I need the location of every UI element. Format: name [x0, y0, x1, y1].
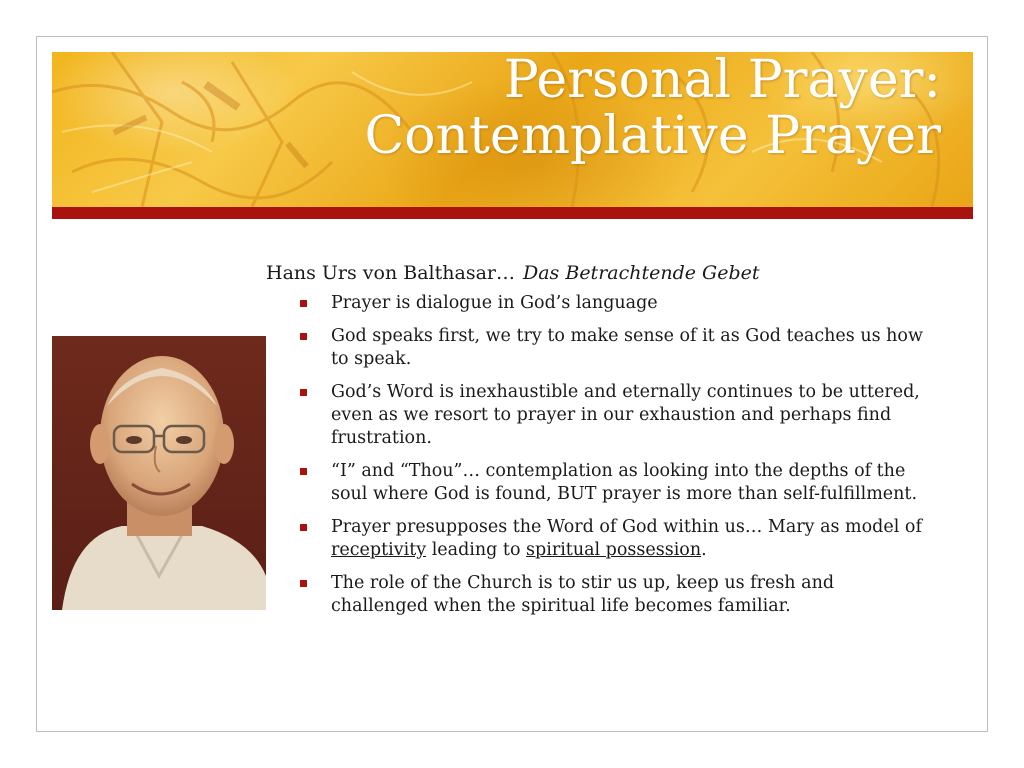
bullet-text-part: Prayer presupposes the Word of God within us… Mary as model of [331, 517, 922, 537]
bullet-item [300, 460, 956, 506]
subtitle-book-title: Das Betrachtende Gebet [523, 262, 760, 284]
portrait-image [52, 336, 266, 610]
bullet-list [266, 292, 956, 618]
title-banner [52, 52, 973, 207]
square-bullet-icon [300, 580, 307, 587]
bullet-text: God’s Word is inexhaustible and eternally continues to be uttered, even as we resort to prayer in our exhaustion and perhaps find frustration. [331, 382, 920, 448]
square-bullet-icon [300, 389, 307, 396]
slide-title-line-2: Contemplative Prayer [364, 106, 941, 166]
bullet-text: The role of the Church is to stir us up, keep us fresh and challenged when the spiritual life becomes familiar. [331, 573, 835, 616]
square-bullet-icon [300, 333, 307, 340]
bullet-item [300, 325, 956, 371]
accent-bar [52, 207, 973, 219]
bullet-text: God speaks first, we try to make sense of it as God teaches us how to speak. [331, 326, 923, 369]
bullet-item [300, 292, 956, 315]
bullet-text-part: . [701, 540, 707, 560]
bullet-text: “I” and “Thou”… contemplation as looking into the depths of the soul where God is found, BUT prayer is more than self-fulfillment. [331, 461, 918, 504]
subtitle [266, 258, 956, 288]
bullet-text: Prayer is dialogue in God’s language [331, 293, 658, 313]
content-area [266, 258, 956, 628]
square-bullet-icon [300, 300, 307, 307]
portrait-photo [52, 336, 266, 610]
slide-title [364, 52, 941, 164]
bullet-text-part: leading to [426, 540, 527, 560]
underlined-term-spiritual-possession: spiritual possession [526, 540, 702, 560]
square-bullet-icon [300, 524, 307, 531]
bullet-item [300, 572, 956, 618]
slide-title-line-1: Personal Prayer: [503, 52, 941, 110]
bullet-item [300, 516, 956, 562]
square-bullet-icon [300, 468, 307, 475]
underlined-term-receptivity: receptivity [331, 540, 427, 560]
bullet-item [300, 381, 956, 450]
subtitle-author: Hans Urs von Balthasar… [266, 262, 515, 284]
